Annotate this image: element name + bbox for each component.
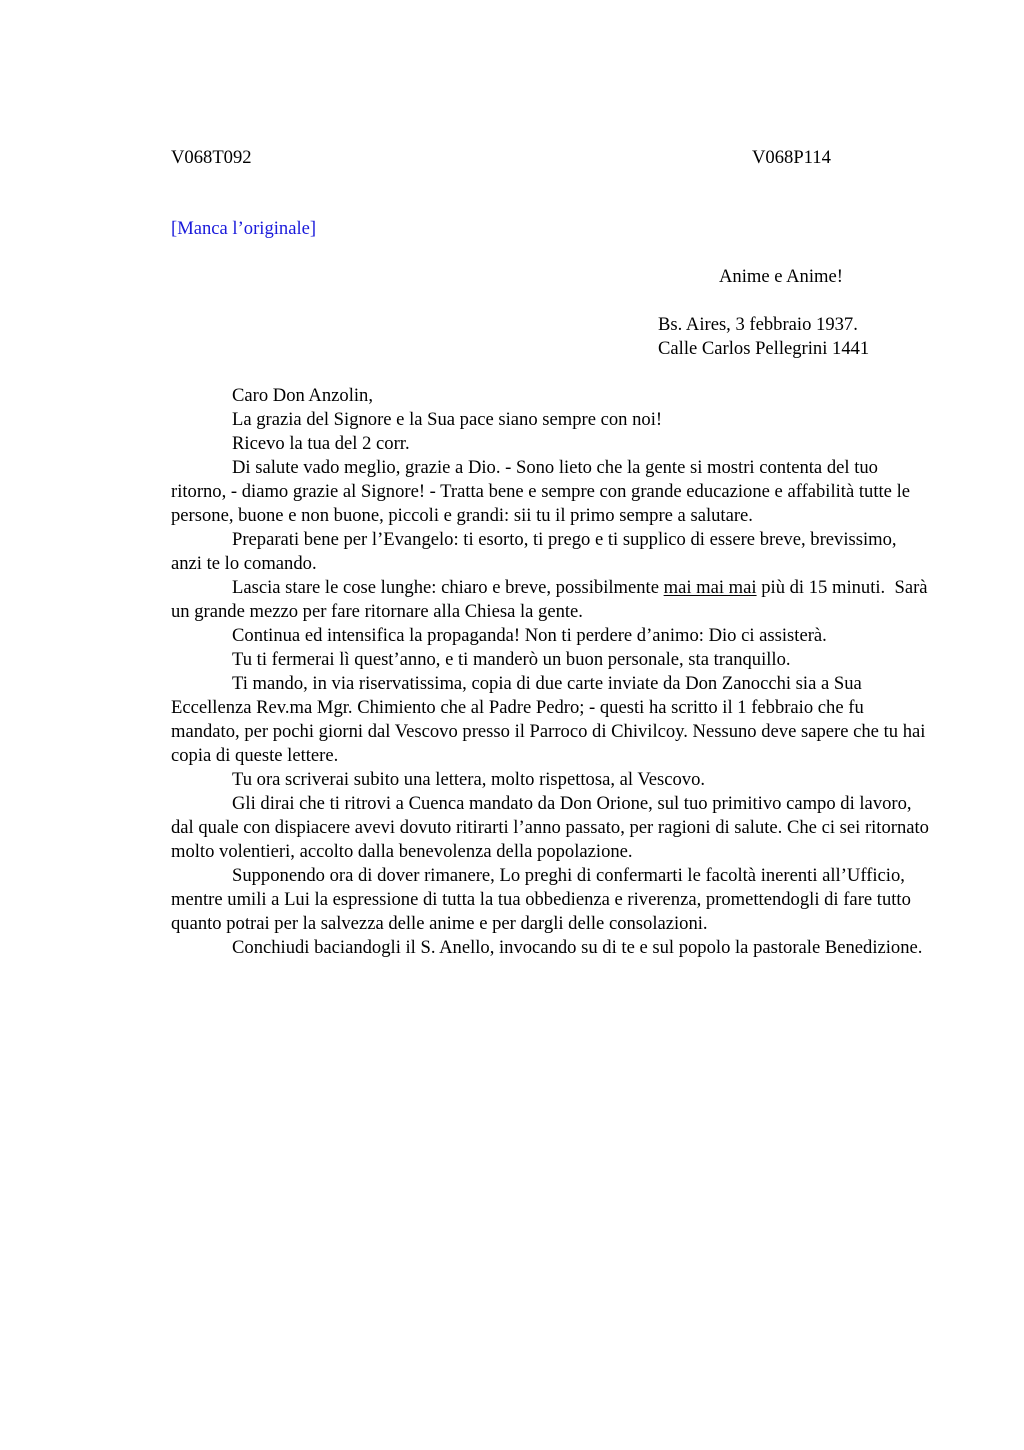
paragraph-cuenca: Gli dirai che ti ritrovi a Cuenca mandato da Don Orione, sul tuo primitivo campo di lavoro, dal quale con dispiacere avevi dovuto ritirarti l’anno passato, per ragioni di salute. Che ci sei ritornato molto volentieri, accolto dalla benevolenza della popolazione. xyxy=(171,793,929,862)
paragraph-brevity xyxy=(171,576,931,624)
paragraph-faculties: Supponendo ora di dover rimanere, Lo preghi di confermarti le facoltà inerenti all’Ufficio, mentre umili a Lui la espressione di tutta la tua obbedienza e riverenza, promettendogli di fare tutto quanto potrai per la salvezza delle anime e per dargli delle consolazioni. xyxy=(171,865,911,934)
document-code-right: V068P114 xyxy=(752,147,831,168)
paragraph-health: Di salute vado meglio, grazie a Dio. - Sono lieto che la gente si mostri contenta del tuo ritorno, - diamo grazie al Signore! - Tratta bene e sempre con grande educazione e affabilità tutte le persone, buone e non buone, piccoli e grandi: sii tu il primo sempre a salutare. xyxy=(171,457,910,526)
place-date-block xyxy=(658,313,869,361)
paragraph-propaganda: Continua ed intensifica la propaganda! Non ti perdere d’animo: Dio ci assisterà. xyxy=(232,625,827,646)
brevity-text-start: Lascia stare le cose lunghe: chiaro e breve, possibilmente xyxy=(232,577,664,598)
underlined-emphasis: mai mai mai xyxy=(663,577,757,598)
missing-original-note: [Manca l’originale] xyxy=(171,218,317,239)
address-line: Calle Carlos Pellegrini 1441 xyxy=(658,338,870,359)
date-line: Bs. Aires, 3 febbraio 1937. xyxy=(658,314,858,335)
paragraph-received: Ricevo la tua del 2 corr. xyxy=(232,433,410,454)
paragraph-stay: Tu ti fermerai lì quest’anno, e ti manderò un buon personale, sta tranquillo. xyxy=(232,649,791,670)
paragraph-gospel: Preparati bene per l’Evangelo: ti esorto, ti prego e ti supplico di essere breve, brevissimo, anzi te lo comando. xyxy=(171,529,897,574)
motto: Anime e Anime! xyxy=(719,266,843,287)
salutation: Caro Don Anzolin, xyxy=(232,385,373,406)
paragraph-closing: Conchiudi baciandogli il S. Anello, invocando su di te e sul popolo la pastorale Benedizione. xyxy=(232,937,923,958)
paragraph-greeting: La grazia del Signore e la Sua pace siano sempre con noi! xyxy=(232,409,663,430)
brevity-text-end: più di 15 minuti. Sarà un grande mezzo per fare ritornare alla Chiesa la gente. xyxy=(171,577,928,622)
letter-body xyxy=(171,384,931,960)
paragraph-copies: Ti mando, in via riservatissima, copia di due carte inviate da Don Zanocchi sia a Sua Eccellenza Rev.ma Mgr. Chimiento che al Padre Pedro; - questi ha scritto il 1 febbraio che fu mandato, per pochi giorni dal Vescovo presso il Parroco di Chivilcoy. Nessuno deve sapere che tu hai copia di queste lettere. xyxy=(171,673,926,766)
paragraph-write-bishop: Tu ora scriverai subito una lettera, molto rispettosa, al Vescovo. xyxy=(232,769,706,790)
document-code-left: V068T092 xyxy=(171,147,252,168)
